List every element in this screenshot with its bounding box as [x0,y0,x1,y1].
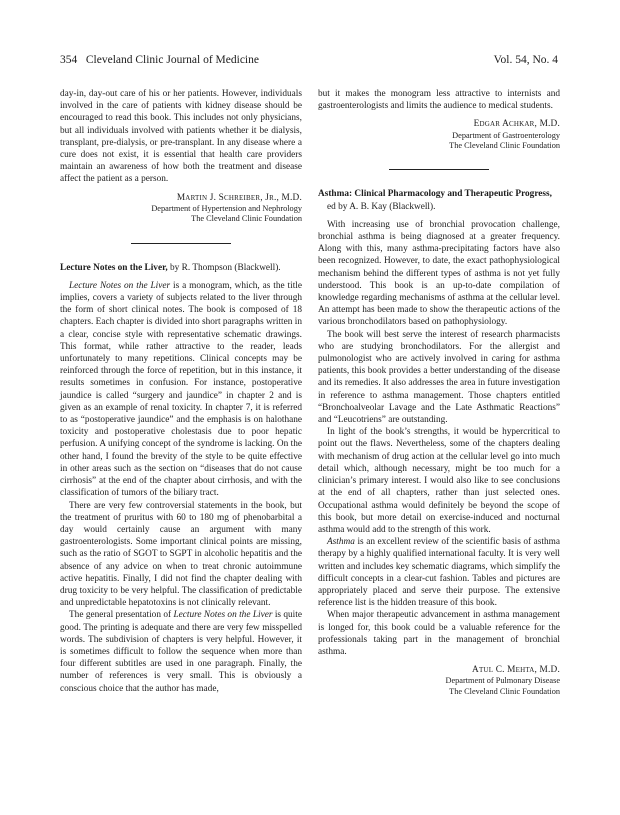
review3-paragraph-2: The book will best serve the interest of research pharmacists who are studying bronchodilators. For the allergist and pulmonologist who are actively involved in caring for asthma patients, this book provides a better understanding of the disease and its remedies. It also addresses the area in future investigation in reference to asthma management. Those chapters entitled “Bronchoalveolar Lavage and the Late Asthmatic Reactions” and “Leucotriens” are outstanding. [318,329,560,426]
review3-paragraph-1: With increasing use of bronchial provocation challenge, bronchial asthma is being diagnosed at a greater frequency. Along with this, many asthma-precipitating factors have also been recognized. However, to date, the exact pathophysiological mechanism behind the different types of asthma is not yet fully understood. This book is an up-to-date compilation of knowledge regarding mechanisms of asthma at the cellular level. An attempt has been made to show the therapeutic actions of the various bronchodilators based on pathophysiology. [318,219,560,328]
reviewer-institution: The Cleveland Clinic Foundation [449,686,560,696]
running-header [60,54,558,66]
reviewer-department: Department of Hypertension and Nephrology [151,203,302,213]
review3-byline: ed by A. B. Kay (Blackwell). [327,201,436,212]
review2-byline: by R. Thompson (Blackwell). [167,262,281,273]
review3-title: Asthma: Clinical Pharmacology and Therapeutic Progress, [318,189,552,200]
review2-title: Lecture Notes on the Liver, [60,262,168,273]
review2-paragraph-2: There are very few controversial statements in the book, but the treatment of pruritus with 60 to 180 mg of phenobarbital a day would certainly cause an argument with many gastroenterologists. Some important clinical points are missing, such as the ratio of SGOT to SGPT in alcoholic hepatitis and the absence of any advice on when to treat chronic autoimmune active hepatitis. Finally, I did not find the chapter dealing with drug toxicity to be very helpful. The classification of predictable and unpredictable hepatotoxins is not clinically relevant. [60,500,302,609]
signature-achkar [318,118,560,151]
section-divider [131,243,231,244]
reviewer-department: Department of Gastroenterology [452,130,560,140]
review2-paragraph-1: Lecture Notes on the Liver is a monogram, which, as the title implies, covers a variety of subjects related to the liver through the form of short clinical notes. The book is composed of 18 chapters. Each chapter is divided into short paragraphs written in a clear, concise style with representative schematic drawings. This format, while rather attractive to the reader, leads unfortunately to many repetitions. Clinical concepts may be reinforced through the force of repetition, but in this instance, it results sometimes in confusion. For instance, postoperative jaundice is called “surgery and jaundice” in chapter 2 and is given as an example of renal toxicity. In chapter 7, it is referred to as “postoperative jaundice” and the emphasis is on halothane toxicity and postoperative cholestasis due to poor hepatic perfusion. A unifying concept of the syndrome is lacking. On the other hand, I found the brevity of the style to be quite effective in other areas such as the section on “diseases that do not cause cirrhosis” at the end of the chapter about cirrhosis, and with the classification of tumors of the biliary tract. [60,280,302,499]
reviewer-institution: The Cleveland Clinic Foundation [191,214,302,224]
review3-paragraph-5: When major therapeutic advancement in asthma management is longed for, this book could be a valuable reference for the professionals taking part in the management of bronchial asthma. [318,610,560,657]
review3-paragraph-3: In light of the book’s strengths, it would be hypercritical to point out the flaws. Nevertheless, some of the chapters dealing with mechanism of drug action at the cellular level go into much detail which, although necessary, might be too much for a clinician’s primary interest. I would also like to see conclusions at the end of all chapters, rather than just selected ones. Occupational asthma would definitely be beyond the scope of this book, but more detail on exercise-induced and nocturnal asthma would add to the strength of this work. [318,427,560,535]
reviewer-name: Edgar Achkar, M.D. [473,119,560,130]
review3-paragraph-4: Asthma is an excellent review of the scientific basis of asthma therapy by a highly qualified international faculty. It is very well written and includes key schematic diagrams, which simplify the difficult concepts in a clear-cut fashion. Tables and pictures are appropriately placed and serve their purpose. The extensive reference list is the hidden treasure of this book. [318,537,560,609]
review3-heading [318,188,560,212]
reviewer-name: Atul C. Mehta, M.D. [472,665,560,676]
review2-continuation: but it makes the monogram less attractive to internists and gastroenterologists and limits the audience to medical students. [318,89,560,112]
review1-closing-paragraph: day-in, day-out care of his or her patients. However, individuals involved in the care of patients with kidney disease should be encouraged to read this book. This includes not only physicians, but all individuals involved with patients whether it be dialysis, transplant, pre-dialysis, or pre-transplant. In any disease where a cure does not exist, it is essential that health care providers maintain an awareness of how both the treatment and disease affect the patient as a person. [60,89,302,185]
left-column [60,88,302,695]
book-title-italic: Asthma [327,537,355,548]
review2-heading [60,262,302,274]
reviewer-department: Department of Pulmonary Disease [445,676,560,686]
header-left [60,54,259,66]
right-column [318,88,560,697]
book-title-italic: Lecture Notes on the Liver [69,280,171,291]
journal-title: Cleveland Clinic Journal of Medicine [85,54,259,66]
signature-schreiber [60,192,302,225]
section-divider [389,169,489,170]
reviewer-institution: The Cleveland Clinic Foundation [449,141,560,151]
signature-mehta [318,664,560,697]
reviewer-name: Martin J. Schreiber, Jr., M.D. [176,192,302,203]
review2-paragraph-3: The general presentation of Lecture Notes on the Liver is quite good. The printing is adequate and there are very few misspelled words. The subdivision of chapters is very helpful. However, it is sometimes difficult to follow the sequence when more than four different subtitles are used in one paragraph. Finally, the number of references is very small. This is obviously a conscious choice that the author has made, [60,610,302,694]
book-title-italic: Lecture Notes on the Liver [173,610,273,621]
volume-issue: Vol. 54, No. 4 [493,54,558,66]
page-number: 354 [60,54,78,66]
